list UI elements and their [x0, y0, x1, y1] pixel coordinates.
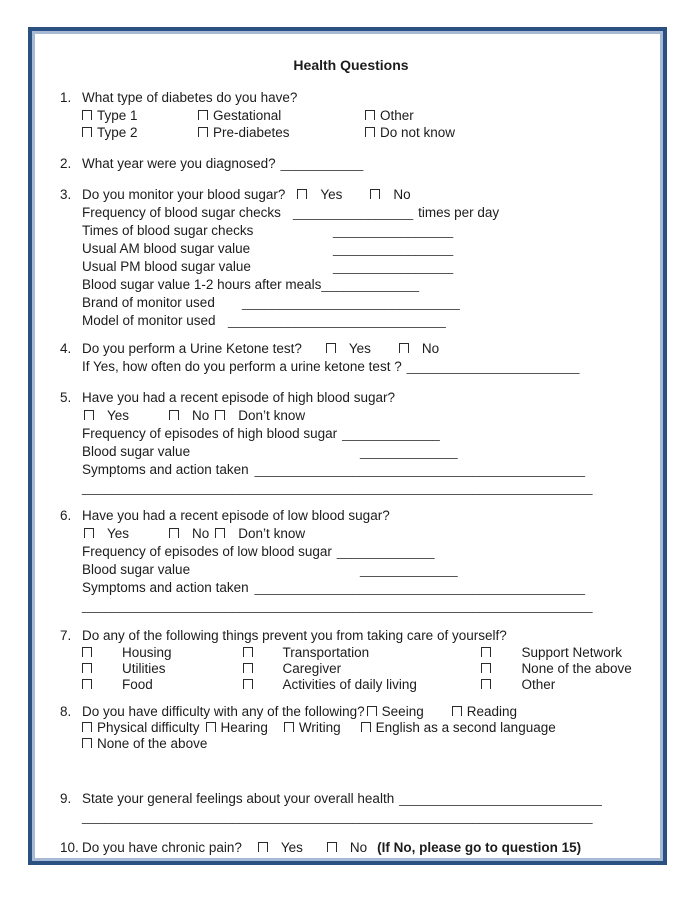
question-number: 9. — [60, 791, 72, 806]
option-label: No — [349, 840, 368, 855]
checkbox-icon[interactable] — [169, 410, 179, 420]
option-label: Yes — [320, 187, 343, 202]
option-label: Housing — [122, 645, 172, 660]
option-label: Reading — [466, 704, 518, 719]
option-label: Caregiver — [282, 661, 342, 676]
option-label: Type 2 — [97, 125, 138, 140]
blank-field[interactable]: ________________ — [333, 241, 454, 256]
question-9 — [60, 790, 642, 826]
checkbox-icon[interactable] — [481, 663, 491, 673]
checkbox-icon[interactable] — [481, 679, 491, 689]
option-label: No — [421, 341, 440, 356]
form-page — [32, 31, 663, 861]
checkbox-icon[interactable] — [243, 647, 253, 657]
option-label: Don’t know — [238, 408, 306, 423]
question-text: Do you monitor your blood sugar? — [82, 187, 286, 202]
checkbox-icon[interactable] — [82, 722, 92, 732]
field-label: If Yes, how often do you perform a urine ketone test ? — [82, 359, 402, 374]
checkbox-icon[interactable] — [84, 410, 94, 420]
option-label: Don’t know — [238, 526, 306, 541]
option-label: No — [192, 526, 210, 541]
question-1 — [60, 89, 642, 141]
blank-field[interactable]: _____________ — [336, 544, 435, 559]
field-label: Times of blood sugar checks — [82, 223, 254, 238]
question-text: Do you have difficulty with any of the following? — [82, 704, 365, 719]
option-label: Yes — [107, 526, 130, 541]
question-3 — [60, 186, 642, 330]
option-label: Yes — [348, 341, 371, 356]
option-label: Writing — [298, 720, 341, 735]
option-label: Physical difficulty — [97, 720, 200, 735]
question-text: Do you have chronic pain? — [82, 840, 242, 855]
option-label: Hearing — [220, 720, 268, 735]
checkbox-icon[interactable] — [365, 127, 375, 137]
question-text: Have you had a recent episode of high blood sugar? — [82, 390, 395, 405]
question-number: 2. — [60, 156, 72, 171]
blank-field[interactable]: ____________________________________________________________________ — [82, 598, 593, 613]
field-label: Blood sugar value — [82, 562, 191, 577]
question-text: What year were you diagnosed? — [82, 156, 276, 171]
page-border — [28, 27, 667, 865]
checkbox-icon[interactable] — [82, 663, 92, 673]
question-10 — [60, 839, 642, 857]
checkbox-icon[interactable] — [481, 647, 491, 657]
checkbox-icon[interactable] — [198, 110, 208, 120]
option-label: Food — [122, 677, 153, 692]
blank-field[interactable]: ___________________________ — [399, 791, 602, 806]
blank-field[interactable]: _____________ — [342, 426, 440, 441]
checkbox-icon[interactable] — [243, 663, 253, 673]
blank-field[interactable]: _____________ — [360, 444, 458, 459]
question-number: 1. — [60, 90, 72, 105]
option-label: Other — [380, 108, 414, 123]
question-4 — [60, 340, 642, 376]
checkbox-icon[interactable] — [215, 528, 225, 538]
page-title: Health Questions — [293, 57, 409, 73]
field-label: Symptoms and action taken — [82, 462, 249, 477]
question-number: 10. — [60, 840, 79, 855]
field-label: Blood sugar value — [82, 444, 191, 459]
checkbox-icon[interactable] — [399, 343, 409, 353]
question-number: 8. — [60, 704, 72, 719]
checkbox-icon[interactable] — [326, 343, 336, 353]
checkbox-icon[interactable] — [82, 110, 92, 120]
checkbox-icon[interactable] — [198, 127, 208, 137]
option-label: None of the above — [521, 661, 632, 676]
question-6 — [60, 507, 642, 615]
question-text: State your general feelings about your overall health — [82, 791, 395, 806]
question-number: 7. — [60, 628, 72, 643]
option-label: Support Network — [521, 645, 622, 660]
option-label: Gestational — [213, 108, 282, 123]
checkbox-icon[interactable] — [327, 842, 337, 852]
question-text: Have you had a recent episode of low blood sugar? — [82, 508, 390, 523]
field-label: Blood sugar value 1-2 hours after meals — [82, 277, 322, 292]
question-7 — [60, 627, 642, 693]
blank-field[interactable]: ___________ — [280, 156, 364, 171]
question-number: 3. — [60, 187, 72, 202]
skip-note: (If No, please go to question 15) — [377, 840, 582, 855]
checkbox-icon[interactable] — [169, 528, 179, 538]
blank-field[interactable]: _____________ — [321, 277, 419, 292]
field-label: Frequency of episodes of high blood sugar — [82, 426, 338, 441]
option-label: Seeing — [381, 704, 424, 719]
question-number: 4. — [60, 341, 72, 356]
checkbox-icon[interactable] — [243, 679, 253, 689]
option-label: No — [192, 408, 210, 423]
question-2 — [60, 155, 642, 173]
checkbox-icon[interactable] — [258, 842, 268, 852]
checkbox-icon[interactable] — [215, 410, 225, 420]
blank-field[interactable]: _____________________________ — [228, 313, 446, 328]
option-label: Do not know — [380, 125, 456, 140]
option-label: English as a second language — [375, 720, 556, 735]
option-label: Transportation — [282, 645, 370, 660]
option-label: Activities of daily living — [282, 677, 417, 692]
question-text: What type of diabetes do you have? — [82, 90, 298, 105]
option-label: No — [393, 187, 411, 202]
blank-field[interactable]: ____________________________________________ — [254, 462, 585, 477]
checkbox-icon[interactable] — [370, 189, 380, 199]
blank-field[interactable]: ________________ — [293, 205, 414, 220]
field-label: Model of monitor used — [82, 313, 216, 328]
checkbox-icon[interactable] — [367, 706, 377, 716]
option-label: Other — [521, 677, 556, 692]
option-label: Type 1 — [97, 108, 138, 123]
question-text: Do you perform a Urine Ketone test? — [82, 341, 302, 356]
checkbox-icon[interactable] — [82, 647, 92, 657]
checkbox-icon[interactable] — [82, 127, 92, 137]
blank-field[interactable]: _____________________________ — [242, 295, 460, 310]
checkbox-icon[interactable] — [84, 528, 94, 538]
checkbox-icon[interactable] — [452, 706, 462, 716]
field-label: Brand of monitor used — [82, 295, 215, 310]
field-label: Usual PM blood sugar value — [82, 259, 251, 274]
field-label: Frequency of episodes of low blood sugar — [82, 544, 332, 559]
blank-field[interactable]: _______________________ — [406, 359, 580, 374]
blank-field[interactable]: ________________ — [333, 259, 454, 274]
question-number: 6. — [60, 508, 72, 523]
checkbox-icon[interactable] — [82, 679, 92, 689]
field-label: Usual AM blood sugar value — [82, 241, 251, 256]
question-5 — [60, 389, 642, 497]
option-label: Utilities — [122, 661, 166, 676]
blank-field[interactable]: ____________________________________________ — [254, 580, 585, 595]
option-label: Yes — [107, 408, 130, 423]
question-number: 5. — [60, 390, 72, 405]
field-label: Frequency of blood sugar checks — [82, 205, 281, 220]
checkbox-icon[interactable] — [82, 738, 92, 748]
checkbox-icon[interactable] — [297, 189, 307, 199]
field-suffix: times per day — [418, 205, 500, 220]
checkbox-icon[interactable] — [284, 722, 294, 732]
option-label: Pre-diabetes — [213, 125, 290, 140]
checkbox-icon[interactable] — [365, 110, 375, 120]
question-8 — [60, 704, 642, 752]
field-label: Symptoms and action taken — [82, 580, 249, 595]
blank-field[interactable]: ____________________________________________________________________ — [82, 809, 593, 824]
checkbox-icon[interactable] — [206, 722, 216, 732]
blank-field[interactable]: ________________ — [333, 223, 454, 238]
option-label: Yes — [280, 840, 303, 855]
question-text: Do any of the following things prevent you from taking care of yourself? — [82, 628, 507, 643]
blank-field[interactable]: ____________________________________________________________________ — [82, 480, 593, 495]
checkbox-icon[interactable] — [361, 722, 371, 732]
blank-field[interactable]: _____________ — [360, 562, 458, 577]
option-label: None of the above — [97, 736, 208, 751]
